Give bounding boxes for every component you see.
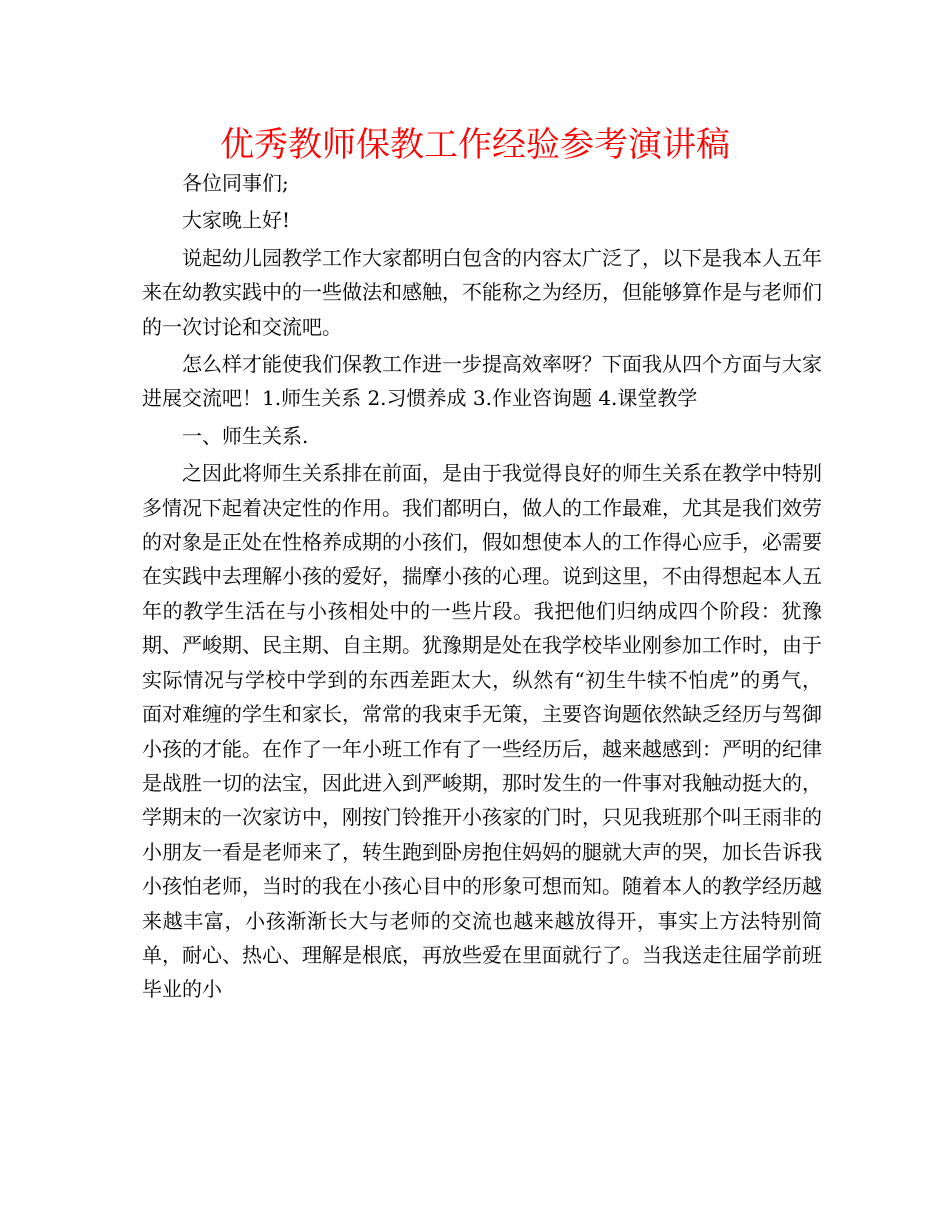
document-body bbox=[142, 166, 822, 1007]
section-heading-teacher-student: 一、师生关系. bbox=[182, 423, 309, 448]
paragraph-outline: 怎么样才能使我们保教工作进一步提高效率呀？下面我从四个方面与大家进展交流吧！1.师生关系 2.习惯养成 3.作业咨询题 4.课堂教学 bbox=[142, 352, 822, 411]
paragraph-intro: 说起幼儿园教学工作大家都明白包含的内容太广泛了，以下是我本人五年来在幼教实践中的一些做法和感触，不能称之为经历，但能够算作是与老师们的一次讨论和交流吧。 bbox=[142, 245, 822, 339]
paragraph-greeting: 各位同事们; bbox=[182, 171, 289, 195]
paragraph-teacher-student-body: 之因此将师生关系排在前面，是由于我觉得良好的师生关系在教学中特别多情况下起着决定性的作用。我们都明白，做人的工作最难，尤其是我们效劳的对象是正处在性格养成期的小孩们，假如想使本人的工作得心应手，必需要在实践中去理解小孩的爱好，揣摩小孩的心理。说到这里，不由得想起本人五年的教学生活在与小孩相处中的一些片段。我把他们归纳成四个阶段：犹豫期、严峻期、民主期、自主期。犹豫期是处在我学校毕业刚参加工作时，由于实际情况与学校中学到的东西差距太大，纵然有“初生牛犊不怕虎”的勇气，面对难缠的学生和家长，常常的我束手无策，主要咨询题依然缺乏经历与驾御小孩的才能。在作了一年小班工作有了一些经历后，越来越感到：严明的纪律是战胜一切的法宝，因此进入到严峻期，那时发生的一件事对我触动挺大的，学期末的一次家访中，刚按门铃推开小孩家的门时，只见我班那个叫王雨非的小朋友一看是老师来了，转生跑到卧房抱住妈妈的腿就大声的哭，加长告诉我小孩怕老师，当时的我在小孩心目中的形象可想而知。随着本人的教学经历越来越丰富，小孩渐渐长大与老师的交流也越来越放得开，事实上方法特别简单，耐心、热心、理解是根底，再放些爱在里面就行了。当我送走往届学前班毕业的小 bbox=[142, 461, 822, 1002]
paragraph-salutation: 大家晚上好! bbox=[182, 208, 291, 233]
document-title: 优秀教师保教工作经验参考演讲稿 bbox=[220, 125, 730, 165]
